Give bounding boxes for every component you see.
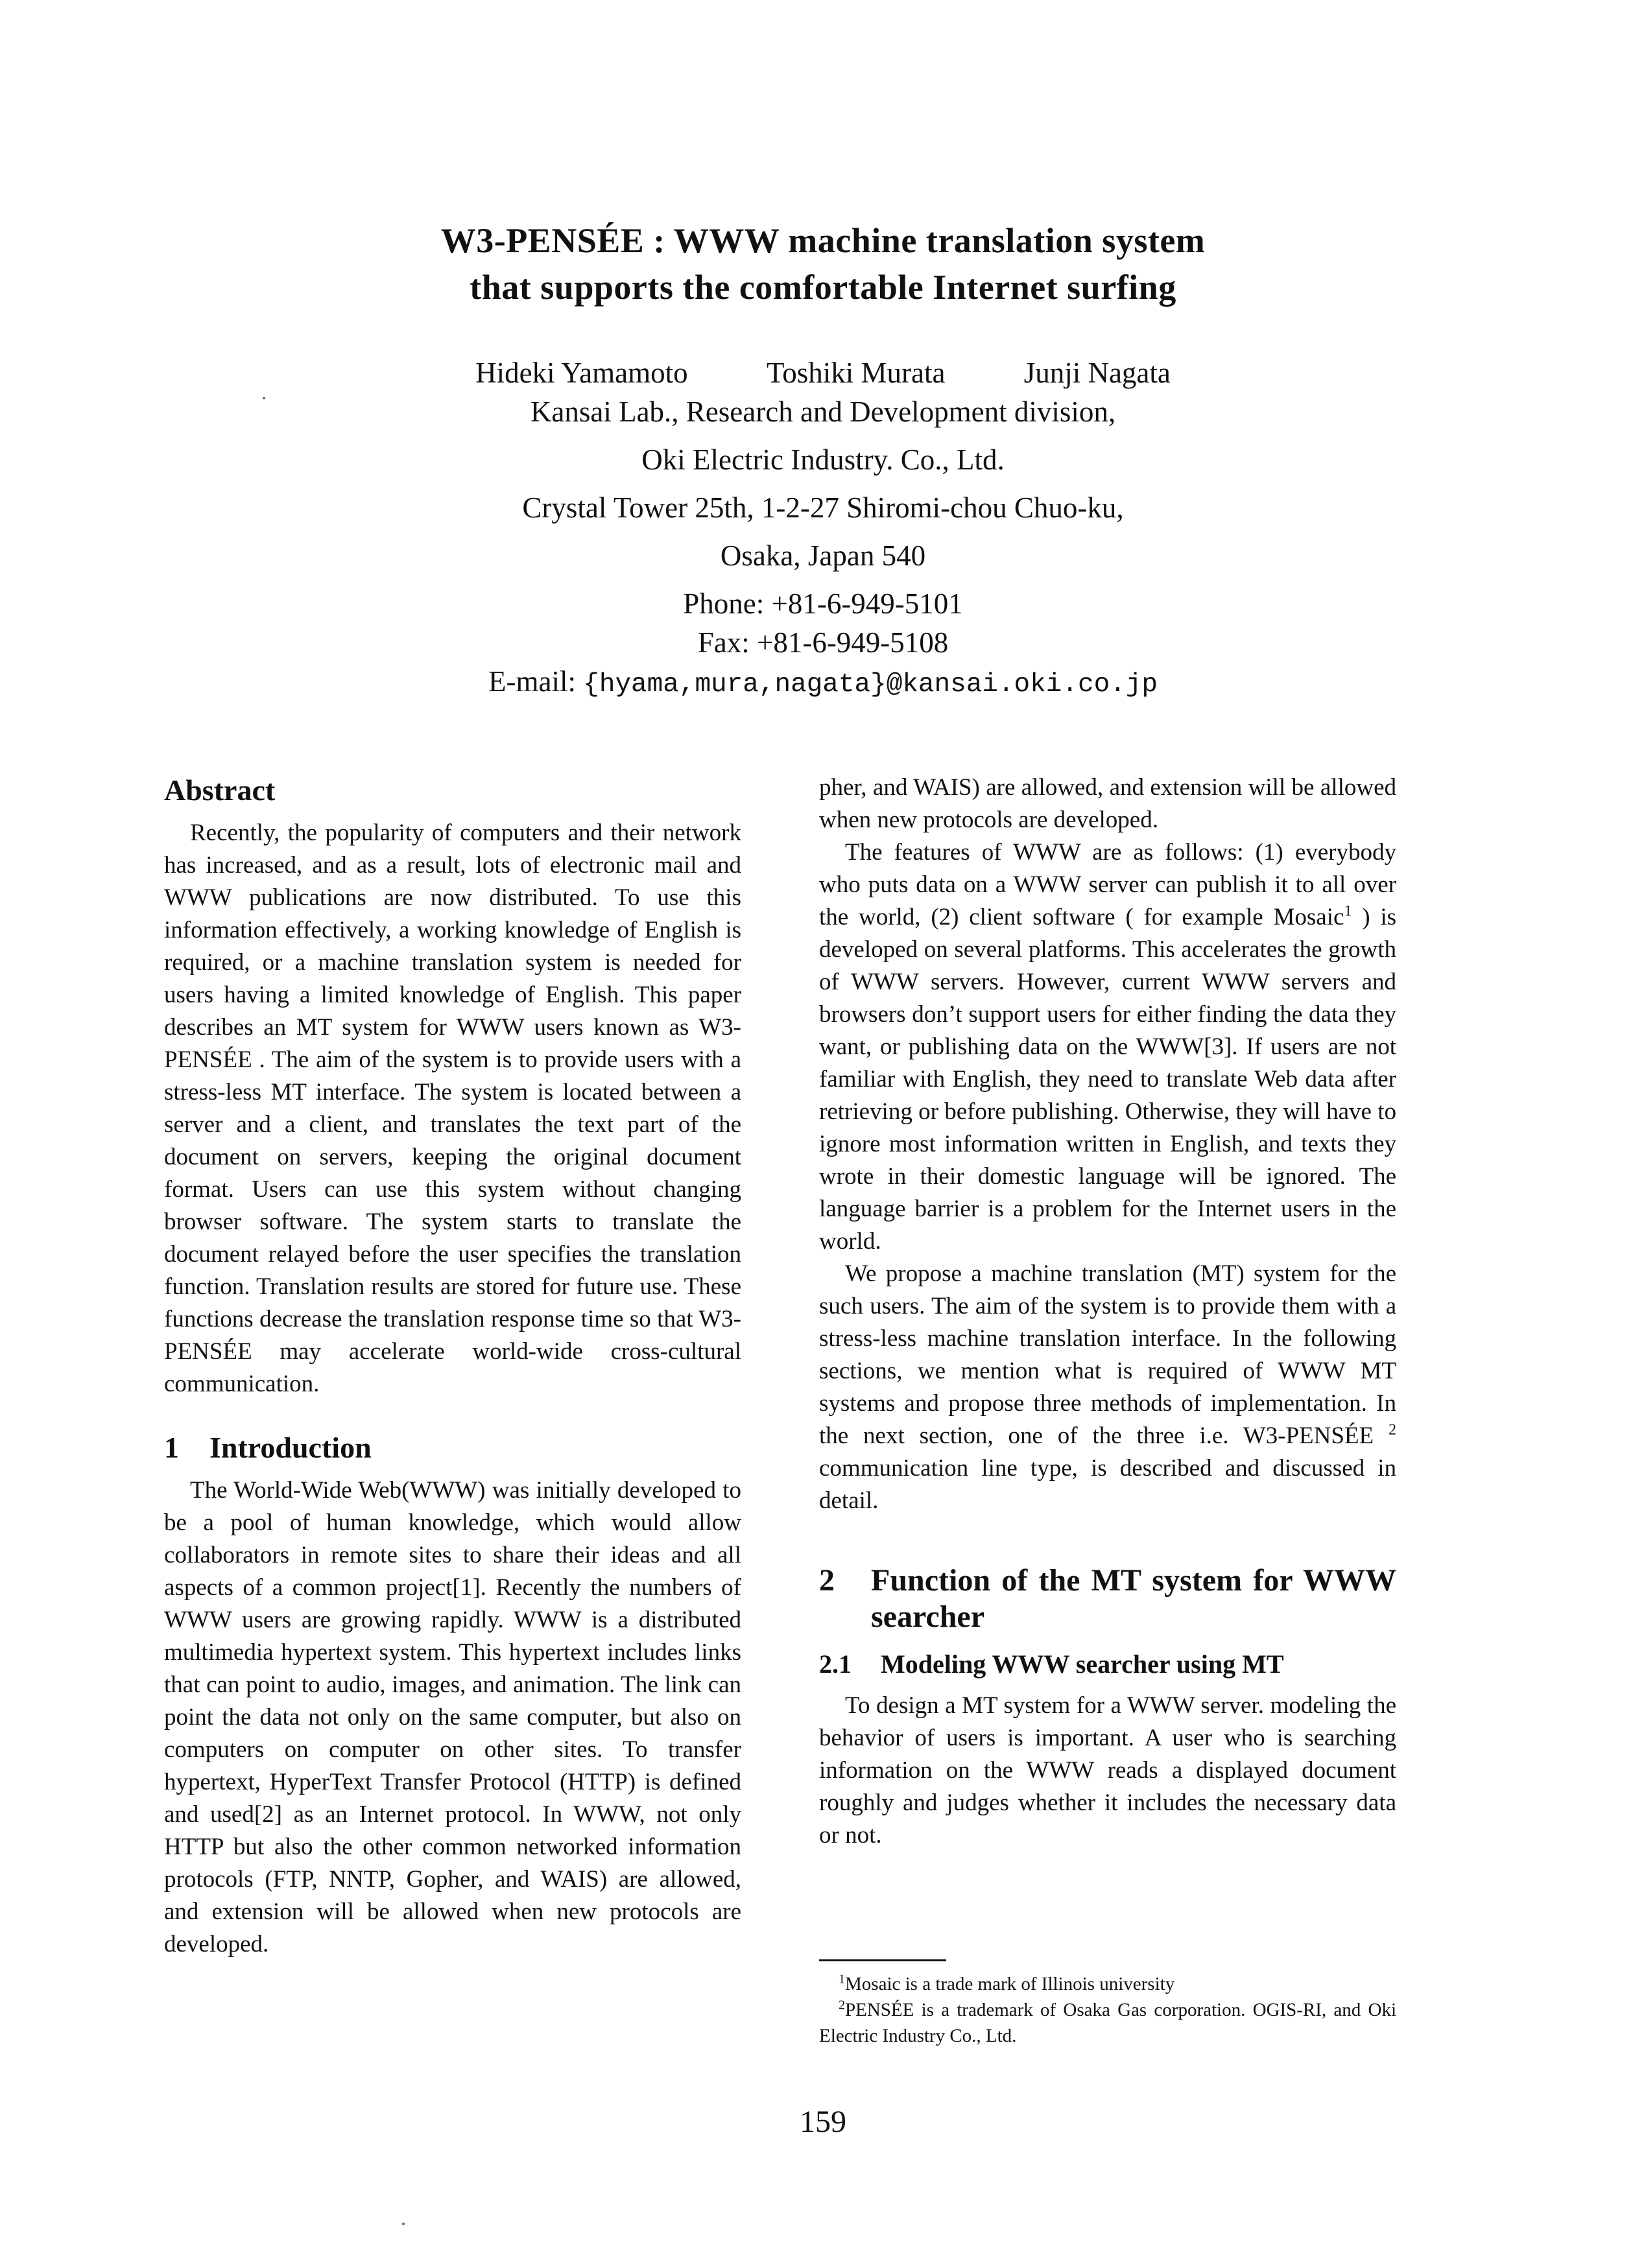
- author-name: Toshiki Murata: [766, 357, 946, 389]
- section-title: Introduction: [209, 1431, 372, 1464]
- section-title: Function of the MT system for WWW searcher: [871, 1563, 1396, 1634]
- subsection-number: 2.1: [819, 1649, 852, 1679]
- scan-speck: [402, 2223, 405, 2225]
- address: Crystal Tower 25th, 1-2-27 Shiromi-chou Chuo-ku,: [522, 491, 1124, 524]
- subsection-2-1-heading: [819, 1648, 1396, 1681]
- footnote-1: $^1$Mosaic is a trade mark of Illinois university: [839, 1972, 1175, 1994]
- intro-paragraph-1: The World-Wide Web(WWW) was initially developed to be a pool of human knowledge, which would allow collaborators in remote sites to share their ideas and all aspects of a common project[1]. Recently the numbers of WWW users are growing rapidly. WWW is a distributed multimedia hypertext system. This hypertext includes links that can point to audio, images, and animation. The link can point the data not only on the same computer, but also on computers on computer on other sites. To transfer hypertext, HyperText Transfer Protocol (HTTP) is defined and used[2] as an Internet protocol. In WWW, not only HTTP but also the other common networked information protocols (FTP, NNTP, Gopher, and WAIS) are allowed, and extension will be allowed when new protocols are developed.: [164, 1477, 741, 1957]
- title-line-2: that supports the comfortable Internet surfing: [470, 268, 1176, 307]
- author-block: [195, 353, 1451, 704]
- intro-paragraph-2: The features of WWW are as follows: (1) everybody who puts data on a WWW server can publish it to all over the world, (2) client software ( for example Mosaic$^1$ ) is developed on several platforms. This accelerates the growth of WWW servers. However, current WWW servers and browsers don’t support users for either finding the data they want, or publishing data on the WWW[3]. If users are not familiar with English, they need to translate Web data after retrieving or before publishing. Otherwise, they will have to ignore most information written in English, and texts they wrote in their domestic language will be ignored. The language barrier is a problem for the Internet users in the world.: [819, 839, 1396, 1255]
- footnote-ref-2[interactable]: 2: [1389, 1421, 1396, 1439]
- email: [195, 662, 1451, 704]
- affiliation: Kansai Lab., Research and Development division,: [530, 396, 1116, 428]
- company: Oki Electric Industry. Co., Ltd.: [641, 443, 1005, 476]
- right-column: [819, 772, 1396, 1852]
- email-address: {hyama,mura,nagata}@kansai.oki.co.jp: [583, 670, 1158, 700]
- author-name: Hideki Yamamoto: [475, 357, 688, 389]
- phone: Phone: +81-6-949-5101: [683, 587, 963, 620]
- subsection-title: Modeling WWW searcher using MT: [881, 1649, 1284, 1679]
- left-column: [164, 772, 741, 2129]
- paper-title: [195, 217, 1451, 311]
- author-name: Junji Nagata: [1023, 357, 1171, 389]
- section-1-heading: [164, 1429, 741, 1467]
- fax: Fax: +81-6-949-5108: [697, 626, 949, 659]
- section-number: 1: [164, 1431, 179, 1464]
- footnote-2: $^2$PENSÉE is a trademark of Osaka Gas corporation. OGIS-RI, and Oki Electric Industry Co., Ltd.: [819, 1998, 1396, 2046]
- page-number: 159: [800, 2105, 846, 2139]
- footnotes: [819, 1971, 1396, 2049]
- abstract-heading: Abstract: [164, 774, 276, 807]
- city: Osaka, Japan 540: [720, 539, 926, 572]
- section-2-heading: [819, 1563, 1396, 1635]
- intro-paragraph-3: We propose a machine translation (MT) system for the such users. The aim of the system is to provide them with a stress-less machine translation interface. In the following sections, we mention what is required of WWW MT systems and propose three methods of implementation. In the next section, one of the three i.e. W3-PENSÉE $^2$ communication line type, is described and discussed in detail.: [819, 1260, 1396, 1514]
- title-line-1: W3-PENSÉE : WWW machine translation system: [440, 221, 1206, 260]
- email-label: E-mail:: [488, 665, 584, 698]
- abstract-text: Recently, the popularity of computers and their network has increased, and as a result, lots of electronic mail and WWW publications are now distributed. To use this information effectively, a working knowledge of English is required, or a machine translation system is needed for users having a limited knowledge of English. This paper describes an MT system for WWW users known as W3-PENSÉE . The aim of the system is to provide users with a stress-less MT interface. The system is located between a server and a client, and translates the text part of the document on servers, keeping the original document format. Users can use this system without changing browser software. The system starts to translate the document relayed before the user specifies the translation function. Translation results are stored for future use. These functions decrease the translation response time so that W3-PENSÉE may accelerate world-wide cross-cultural communication.: [164, 820, 741, 1397]
- author-names: [195, 353, 1451, 392]
- section-number: 2: [819, 1563, 835, 1598]
- subsection-2-1-paragraph: To design a MT system for a WWW server. modeling the behavior of users is important. A user who is searching information on the WWW reads a displayed document roughly and judges whether it includes the necessary data or not.: [819, 1692, 1396, 1849]
- scan-speck: [263, 397, 265, 399]
- footnote-divider: [819, 1959, 946, 1961]
- footnote-ref-1[interactable]: 1: [1344, 903, 1352, 920]
- intro-paragraph-1-continued: pher, and WAIS) are allowed, and extension will be allowed when new protocols are developed.: [819, 774, 1396, 833]
